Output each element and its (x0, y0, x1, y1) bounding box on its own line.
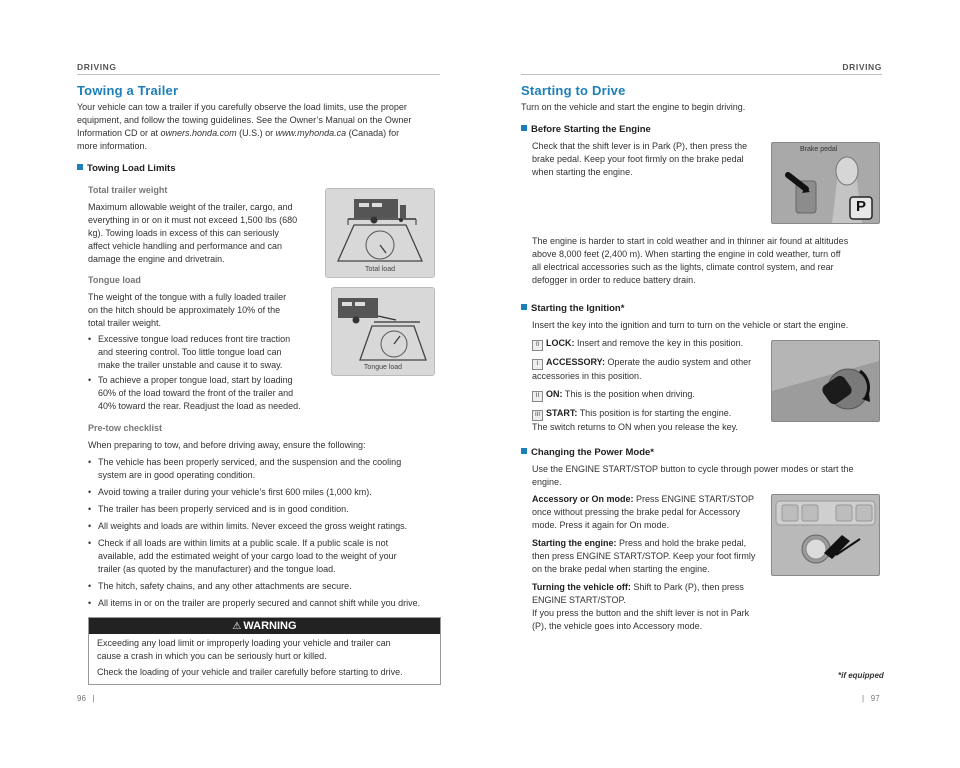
list-item: • The vehicle has been properly serviced, and the suspension and the cooling system are in good operating condition. (88, 456, 448, 482)
ignition-key-illustration (772, 341, 879, 421)
ignition-positions (532, 337, 762, 434)
list-item: • Avoid towing a trailer during your vehicle’s first 600 miles (1,000 km). (88, 486, 448, 499)
section-towing-load-limits: Towing Load Limits (77, 163, 175, 174)
section-before-starting: Before Starting the Engine (521, 124, 651, 135)
power-turning-off: Turning the vehicle off: Shift to Park (P), then press ENGINE START/STOP. If you press the button and the shift lever is not in Park (P), the vehicle goes into Accessory mode. (532, 582, 750, 631)
start-button-illustration (772, 495, 879, 575)
tongue-load-text: The weight of the tongue with a fully loaded trailer on the hitch should be approximately 10% of the total trailer weight. (88, 292, 287, 328)
key-position-icon: 0 (532, 340, 543, 351)
section-bullet-icon (521, 125, 527, 131)
header-rule-left (77, 74, 440, 75)
list-item: I ACCESSORY: Operate the audio system and other accessories in this position. (532, 357, 752, 381)
towing-intro: Your vehicle can tow a trailer if you carefully observe the load limits, use the proper equipment, and follow the towing guidelines. See the Owner’s Manual on the Owner Information CD or at owners.honda.com (U.S.) or www.myhonda.ca (Canada) for more information. (77, 102, 412, 151)
power-starting-engine: Starting the engine: Press and hold the brake pedal, then press ENGINE START/STOP. Keep your foot firmly on the brake pedal when starting the engine. (532, 538, 756, 574)
list-item: III START: This position is for starting the engine. The switch returns to ON when you release the key. (532, 408, 738, 432)
page-title-towing: Towing a Trailer (77, 83, 179, 98)
figure-engine-start-button (771, 494, 880, 576)
starting-intro: Turn on the vehicle and start the engine to begin driving. (521, 102, 746, 112)
key-position-icon: II (532, 391, 543, 402)
page-title-starting: Starting to Drive (521, 83, 626, 98)
key-position-icon: III (532, 410, 543, 421)
label-brake-pedal: Brake pedal (800, 146, 838, 153)
list-item: • The trailer has been properly serviced and is in good condition. (88, 503, 448, 516)
section-power-mode: Changing the Power Mode* (521, 447, 654, 458)
figure-ignition-key (771, 340, 880, 422)
power-mode-details (532, 493, 772, 633)
list-item: • Excessive tongue load reduces front tire traction and steering control. Too little tongue load can make the trailer unstable and cause it to sway. (88, 333, 320, 372)
total-weight-text: Maximum allowable weight of the trailer, cargo, and everything in or on it must not exceed 1,500 lbs (680 kg). Towing loads in excess of this can seriously affect vehicle handling and performance and can damage the engine and drivetrain. (88, 202, 298, 264)
section-bullet-icon (521, 304, 527, 310)
figure-caption-total-load: Total load (365, 266, 395, 273)
list-item: • All items in or on the trailer are properly secured and cannot shift while you drive. (88, 597, 448, 610)
page-header-right: DRIVING (842, 62, 882, 72)
footnote-if-equipped: *if equipped (838, 671, 884, 680)
figure-shift-lever-brake (771, 142, 880, 224)
page-header-left: DRIVING (77, 62, 117, 72)
power-accessory-mode: Accessory or On mode: Press ENGINE START/STOP once without pressing the brake pedal for Accessory mode. Press it again for On mode. (532, 494, 755, 530)
section-bullet-icon (77, 164, 83, 170)
list-item: II ON: This is the position when driving. (532, 388, 762, 402)
figure-total-load (325, 188, 435, 278)
warning-triangle-icon: ⚠ (232, 621, 242, 632)
cold-weather-text: The engine is harder to start in cold weather and in thinner air found at altitudes above 8,000 feet (2,400 m). When starting the engine in cold weather, turn off all electrical accessories such as the lights, climate control system, and rear defogger in order to reduce battery drain. (532, 236, 849, 285)
pretow-intro: When preparing to tow, and before driving away, ensure the following: (88, 440, 366, 450)
power-mode-intro: Use the ENGINE START/STOP button to cycle through power modes or start the engine. (532, 464, 854, 487)
label-pre-tow-checklist: Pre-tow checklist (88, 423, 163, 433)
page-number-right: | 97 (862, 694, 880, 703)
label-tongue-load: Tongue load (88, 275, 141, 285)
page-number-left: 96 | (77, 694, 95, 703)
key-position-icon: I (532, 359, 543, 370)
warning-header: ⚠ WARNING (89, 618, 440, 634)
list-item: • Check if all loads are within limits at a public scale. If a public scale is not available, add the estimated weight of your cargo load to the weight of your trailer (as quoted by the manufacturer) and the tongue load. (88, 537, 448, 576)
park-p-symbol: P (855, 198, 866, 215)
before-starting-text: Check that the shift lever is in Park (P), then press the brake pedal. Keep your foot firmly on the brake pedal when starting the engine. (532, 141, 748, 177)
figure-caption-tongue-load: Tongue load (363, 364, 403, 371)
pretow-checklist (88, 456, 448, 610)
tongue-bullets (88, 333, 320, 413)
figure-tongue-load (331, 287, 435, 376)
tongue-scale-illustration (332, 288, 434, 375)
warning-text: Exceeding any load limit or improperly loading your vehicle and trailer can cause a crash in which you can be seriously hurt or killed. Check the loading of your vehicle and trailer carefully before starting to drive. (97, 638, 403, 677)
section-starting-ignition: Starting the Ignition* (521, 303, 624, 314)
list-item: • To achieve a proper tongue load, start by loading 60% of the load toward the front of the trailer and 40% toward the rear. Readjust the load as needed. (88, 374, 320, 413)
scale-trailer-illustration (326, 189, 434, 277)
ignition-intro: Insert the key into the ignition and turn to turn on the vehicle or start the engine. (532, 320, 849, 330)
header-rule-right (521, 74, 882, 75)
list-item: 0 LOCK: Insert and remove the key in this position. (532, 337, 762, 351)
warning-box (88, 617, 441, 685)
label-total-trailer-weight: Total trailer weight (88, 185, 168, 195)
list-item: • The hitch, safety chains, and any other attachments are secure. (88, 580, 448, 593)
section-bullet-icon (521, 448, 527, 454)
list-item: • All weights and loads are within limits. Never exceed the gross weight ratings. (88, 520, 448, 533)
